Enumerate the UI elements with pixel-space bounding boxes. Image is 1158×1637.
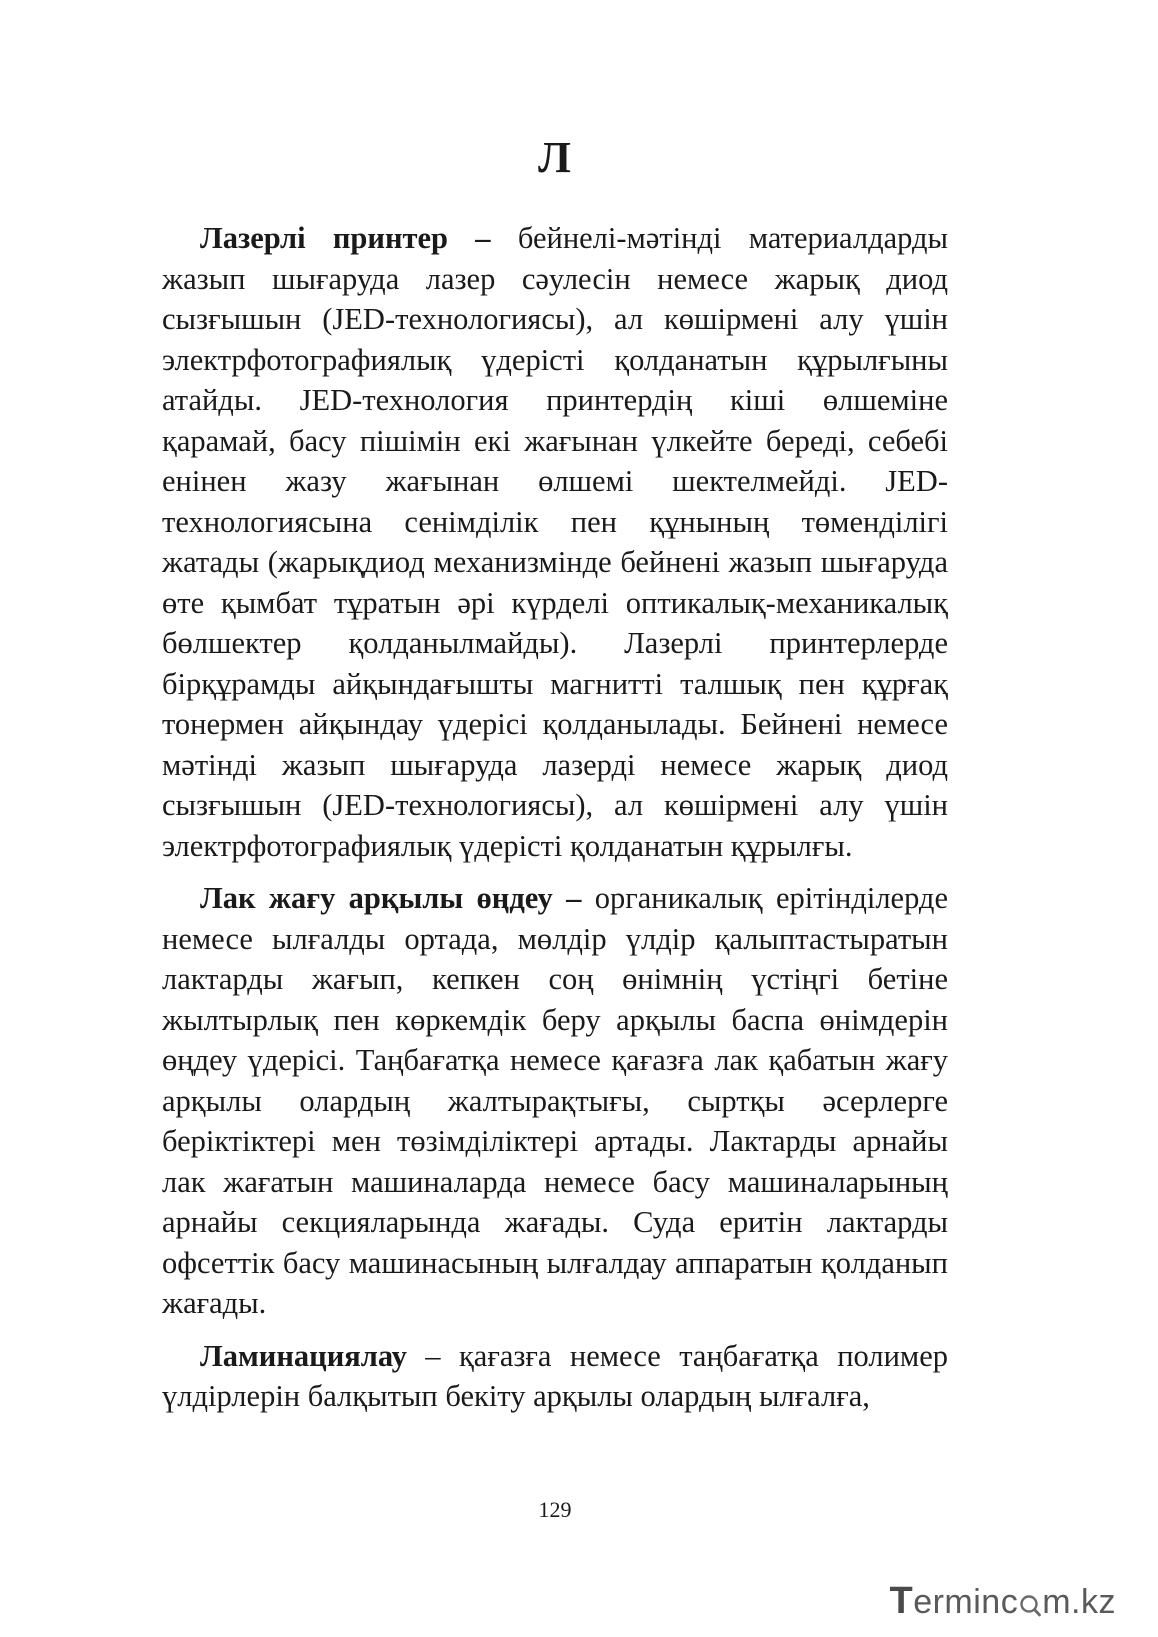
section-letter-heading: Л xyxy=(538,133,572,182)
entry-term: Лазерлі принтер xyxy=(200,221,449,255)
watermark-text xyxy=(889,1580,1116,1623)
page-number: 129 xyxy=(538,1497,572,1522)
magnifier-icon xyxy=(1019,1589,1041,1619)
entry-term: Лак жағу арқылы өңдеу xyxy=(200,881,553,915)
entry-separator: – xyxy=(448,221,518,255)
entry-definition: органикалық ерітінділерде немесе ылғалды ортада, мөлдір үлдір қалыптастыратын лактарды жағып, кепкен соң өнімнің үстіңгі бетіне жылтырлық пен көркемдік беру арқылы баспа өнімдерін өңдеу үдерісі. Таңбағатқа немесе қағазға лак қабатын жағу арқылы олардың жалтырақтығы, сыртқы әсерлерге беріктіктері мен төзімділіктері артады. Лактарды арнайы лак жағатын машиналарда немесе басу машиналарының арнайы секцияларында жағады. Суда еритін лактарды офсеттік басу машинасының ылғалдау аппаратын қолданып жағады. xyxy=(162,881,948,1320)
watermark-middle: erminc xyxy=(913,1582,1019,1621)
entry-term: Ламинациялау xyxy=(200,1338,407,1373)
dictionary-entry xyxy=(162,878,948,1324)
watermark-suffix: m.kz xyxy=(1042,1582,1116,1621)
dictionary-entry xyxy=(162,1336,948,1417)
entries-body xyxy=(162,218,948,1429)
dictionary-entry xyxy=(162,218,948,866)
site-watermark xyxy=(889,1579,1116,1623)
entry-separator: – xyxy=(406,1338,459,1373)
watermark-prefix: T xyxy=(889,1579,914,1622)
entry-definition: қағазға немесе таңбағатқа полимер үлдірлерін балқытып бекіту арқылы олардың ылғалға, xyxy=(162,1338,949,1413)
entry-separator: – xyxy=(552,881,595,915)
entry-definition: бейнелі-мәтінді материалдарды жазып шығаруда лазер сәулесін немесе жарық диод сызғышын (JED-технологиясы), ал көшірмені алу үшін электрфотографиялық үдерісті қолданатын құрылғыны атайды. JED-технология принтердің кіші өлшеміне қарамай, басу пішімін екі жағынан үлкейте береді, себебі енінен жазу жағынан өлшемі шектелмейді. JED-технологиясына сенімділік пен құнының төменділігі жатады (жарықдиод механизмінде бейнені жазып шығаруда өте қымбат тұратын әрі күрделі оптикалық-механикалық бөлшектер қолданылмайды). Лазерлі принтерлерде бірқұрамды айқындағышты магнитті талшық пен құрғақ тонермен айқындау үдерісі қолданылады. Бейнені немесе мәтінді жазып шығаруда лазерді немесе жарық диод сызғышын (JED-технологиясы), ал көшірмені алу үшін электрфотографиялық үдерісті қолданатын құрылғы. xyxy=(162,221,948,863)
